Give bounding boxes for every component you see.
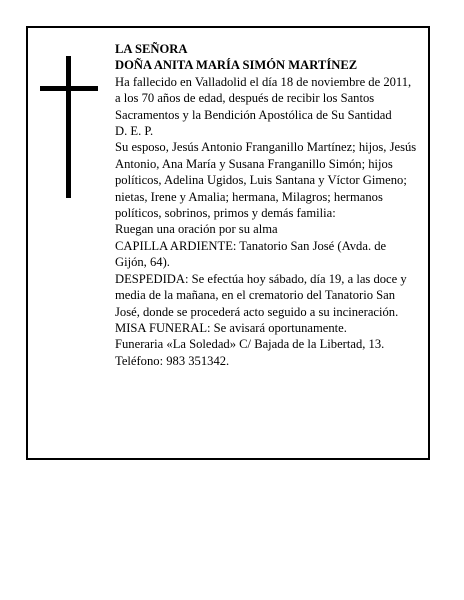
cross-vertical-bar bbox=[66, 56, 71, 198]
notice-text bbox=[115, 41, 419, 369]
funeral-home-info: Funeraria «La Soledad» C/ Bajada de la Libertad, 13. Teléfono: 983 351342. bbox=[115, 337, 385, 368]
farewell-info: DESPEDIDA: Se efectúa hoy sábado, día 19, a las doce y media de la mañana, en el crematorio del Tanatorio San José, donde se procederá acto seguido a su incineración. MISA FUNERAL: Se avisará oportunamente. bbox=[115, 271, 407, 335]
obituary-notice bbox=[26, 26, 430, 460]
cross-icon bbox=[40, 56, 98, 198]
family-list: Su esposo, Jesús Antonio Franganillo Martínez; hijos, Jesús Antonio, Ana María y Susana Franganillo Simón; hijos políticos, Adelina Ugidos, Luis Santana y Víctor Gimeno; nietas, Irene y Amalia; hermana, Milagros; hermanos políticos, sobrinos, primos y demás familia: bbox=[115, 140, 417, 221]
death-announcement: Ha fallecido en Valladolid el día 18 de noviembre de 2011, a los 70 años de edad, después de recibir los Santos Sacramentos y la Bendición Apostólica de Su Santidad bbox=[115, 74, 412, 122]
notice-title: LA SEÑORA bbox=[115, 42, 188, 56]
deceased-name: DOÑA ANITA MARÍA SIMÓN MARTÍNEZ bbox=[115, 58, 358, 73]
cross-horizontal-bar bbox=[40, 86, 98, 91]
prayer-request: Ruegan una oración por su alma bbox=[115, 222, 278, 237]
chapel-info: CAPILLA ARDIENTE: Tanatorio San José (Avda. de Gijón, 64). bbox=[115, 238, 387, 270]
rip-line: D. E. P. bbox=[115, 124, 154, 139]
